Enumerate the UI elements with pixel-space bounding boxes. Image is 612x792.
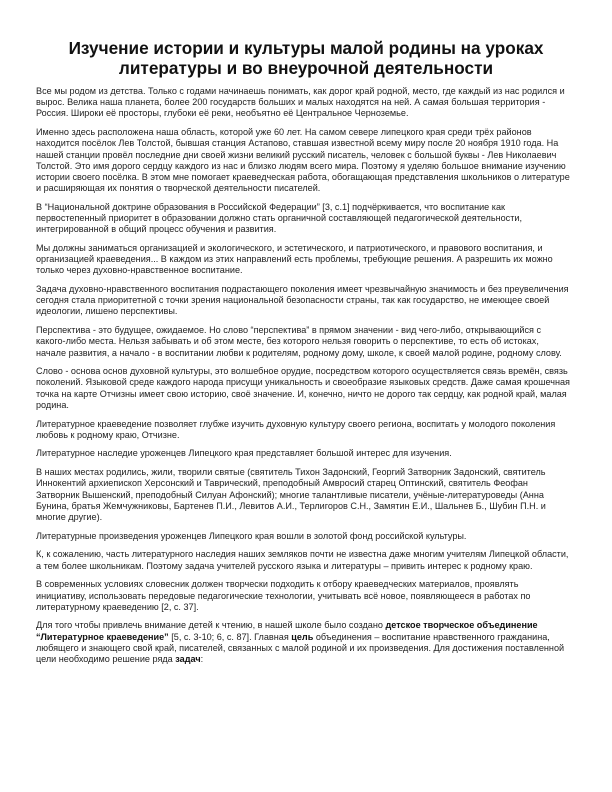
tasks-word: задач: [175, 654, 201, 665]
paragraph-region: Именно здесь расположена наша область, которой уже 60 лет. На самом севере липецкого края среди трёх районов находится посёлок Лев Толстой, бывшая станция Астапово, ставшая известной всему миру после 20 ноября 1910 года. На нашей станции провёл последние дни своей жизни великий русский писатель, человек с большой буквы - Лев Николаевич Толстой. Это имя дорого сердцу каждого из нас и близко людям всего мира. Поэтому я уделяю большое внимание изучению истории своего посёлка. В этом мне помогает краеведческая работа, обогащающая представления школьников о литературе и расширяющая их понятия о творческой деятельности писателей.: [36, 127, 570, 194]
association-text-2: [5, с. 3-10; 6, с. 87]. Главная: [168, 631, 292, 642]
paragraph-task: Задача духовно-нравственного воспитания подрастающего поколения имеет чрезвычайную значимость и без преувеличения сегодня стала приоритетной с точки зрения национальной безопасности страны, так как государство, не имеющее своей идеологии, лишено перспективы.: [36, 284, 569, 317]
paragraph-word: Слово - основа основ духовной культуры, это волшебное орудие, посредством которого осуществляется связь времён, связь поколений. Языковой среде каждого народа присущи уникальность и своеобразие языковых средств. Даже самая крошечная точка на карте Отчизны имеет свою историю, своё значение. И, конечно, ничто не дорого так сердцу, как родной край, малая родина.: [36, 366, 570, 410]
paragraph-association: [36, 620, 570, 665]
paragraph-golden-fund: Литературные произведения уроженцев Липецкого края вошли в золотой фонд российской культуры.: [36, 530, 467, 541]
document-title: Изучение истории и культуры малой родины на уроках литературы и во внеурочной деятельности: [68, 38, 544, 78]
association-text-4: :: [200, 654, 204, 665]
paragraph-regret: К, к сожалению, часть литературного наследия наших земляков почти не известна даже многим учителям Липецкой области, а тем более школьникам. Поэтому задача учителей русского языка и литературы – привить интерес к родному краю.: [36, 549, 569, 571]
association-name: детское творческое объединение “Литературное краеведение”: [36, 620, 538, 642]
paragraph-doctrine: В “Национальной доктрине образования в Российской Федерации” [3, с.1] подчёркивается, что воспитание как первостепенный приоритет в образовании должно стать органичной составляющей педагогической деятельности, интегрированной в общий процесс обучения и развития.: [36, 201, 522, 235]
paragraph-perspective: Перспектива - это будущее, ожидаемое. Но слово “перспектива” в прямом значении - вид чего-либо, открывающийся с какого-либо места. Нельзя забывать и об этом месте, без которого нельзя говорить о перспективе, то есть об истоках, начале развития, а начало - в воспитании любви к родителям, родному дому, школе, к своей малой родине, родному слову.: [36, 325, 562, 358]
paragraph-saints-writers: В наших местах родились, жили, творили святые (святитель Тихон Задонский, Георгий Затворник Задонский, святитель Иннокентий архиепископ Херсонский и Таврический, преподобный Амвросий старец Оптинский, святитель Феофан Затворник Вышенский, преподобный Силуан Афонский); многие талантливые писатели, учёные-литературоведы (Анна Бунина, братья Жемчужниковы, Бартенев П.И., Левитов А.И., Терлигоров С.Н., Замятин Е.И., Шальнев Б., Шубин П.Н. и многие другие).: [36, 467, 546, 522]
goal-word: цель: [291, 631, 314, 642]
paragraph-intro: Все мы родом из детства. Только с годами начинаешь понимать, как дорог край родной, место, где каждый из нас родился и вырос. Велика наша планета, более 200 государств больших и малых находятся на ней. А самая большая территория - Россия. Широки её просторы, глубоки её реки, необъятно её Центральное Черноземье.: [36, 86, 565, 119]
paragraph-local-lore: Литературное краеведение позволяет глубже изучить духовную культуру своего региона, воспитать у молодого поколения любовь к родному краю, Отчизне.: [36, 418, 556, 440]
paragraph-heritage: Литературное наследие уроженцев Липецкого края представляет большой интерес для изучения.: [36, 448, 452, 459]
association-text-3: объединения – воспитание нравственного гражданина, любящего и знающего свой край, писателей, связанных с малой родиной и их произведения. Для достижения поставленной цели необходимо решение ряда: [36, 631, 565, 665]
paragraph-upbringing: Мы должны заниматься организацией и экологического, и эстетического, и патриотического, и правового воспитания, и организацией краеведения... В каждом из этих направлений есть проблемы, требующие решения. А разрешить их можно только через духовно-нравственное воспитание.: [36, 242, 553, 276]
association-text-1: Для того чтобы привлечь внимание детей к чтению, в нашей школе было создано: [36, 620, 386, 631]
paragraph-modern-conditions: В современных условиях словесник должен творчески подходить к отбору краеведческих материалов, проявлять инициативу, использовать передовые педагогические технологии, учитывать всё новое, появляющееся в работах по литературному краеведению [2, с. 37].: [36, 579, 531, 612]
